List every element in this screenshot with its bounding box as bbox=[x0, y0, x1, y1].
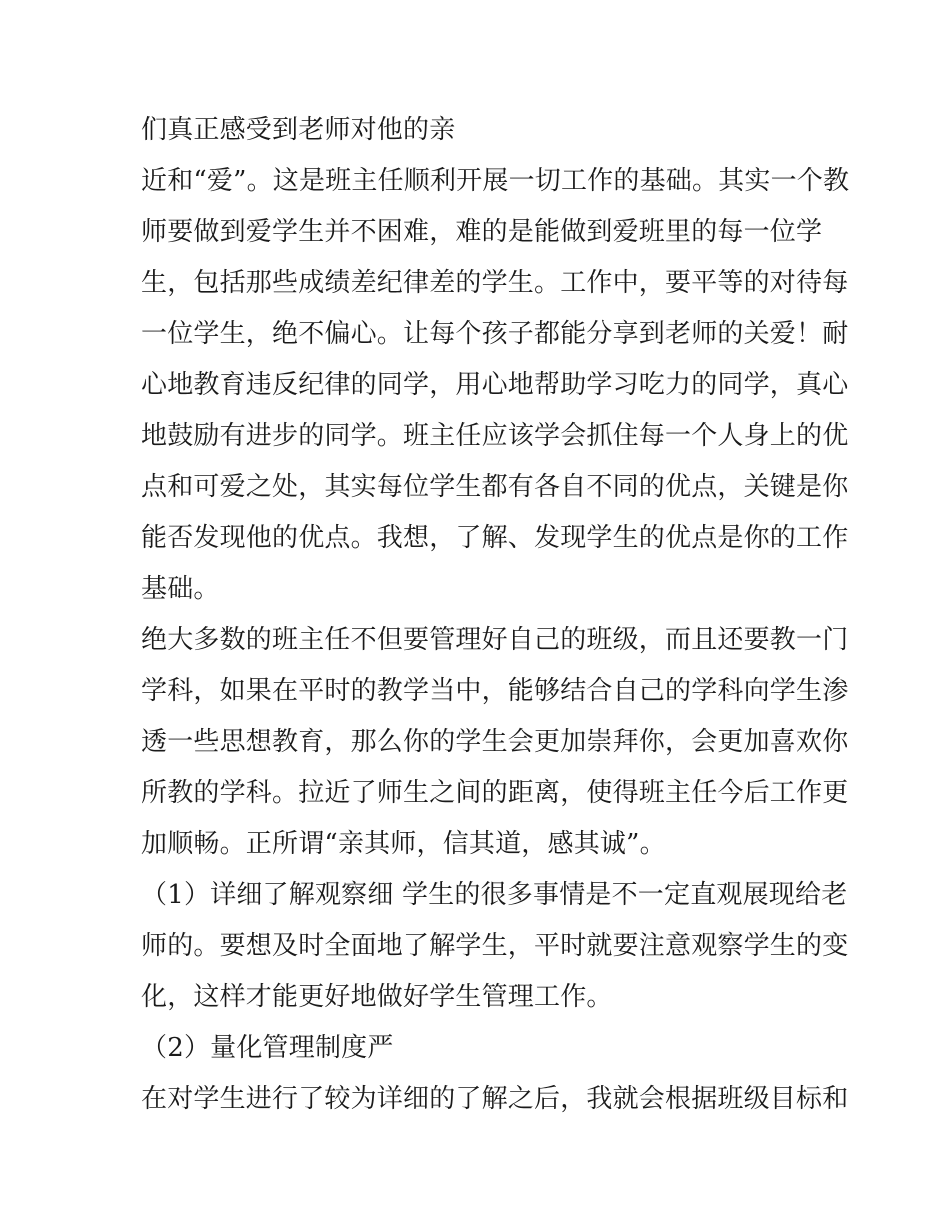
text-line: 生，包括那些成绩差纪律差的学生。工作中，要平等的对待每 bbox=[141, 268, 849, 298]
text-line: 化，这样才能更好地做好学生管理工作。 bbox=[141, 982, 613, 1012]
text-line: 地鼓励有进步的同学。班主任应该学会抓住每一个人身上的优 bbox=[141, 421, 849, 451]
text-line: 师的。要想及时全面地了解学生，平时就要注意观察学生的变 bbox=[141, 931, 849, 961]
text-line: 透一些思想教育，那么你的学生会更加崇拜你，会更加喜欢你 bbox=[141, 727, 849, 757]
text-line: 绝大多数的班主任不但要管理好自己的班级，而且还要教一门 bbox=[141, 625, 849, 655]
text-line: 师要做到爱学生并不困难，难的是能做到爱班里的每一位学 bbox=[141, 217, 823, 247]
text-line: 在对学生进行了较为详细的了解之后，我就会根据班级目标和 bbox=[141, 1084, 849, 1114]
text-line: 学科，如果在平时的教学当中，能够结合自己的学科向学生渗 bbox=[141, 676, 849, 706]
text-line: 近和“爱”。这是班主任顺利开展一切工作的基础。其实一个教 bbox=[141, 166, 850, 196]
text-line: （1）详细了解观察细 学生的很多事情是不一定直观展现给老 bbox=[141, 880, 848, 910]
text-line: 心地教育违反纪律的同学，用心地帮助学习吃力的同学，真心 bbox=[141, 370, 849, 400]
text-line: 一位学生，绝不偏心。让每个孩子都能分享到老师的关爱！耐 bbox=[141, 319, 849, 349]
text-line: 们真正感受到老师对他的亲 bbox=[141, 115, 456, 145]
text-line: （2）量化管理制度严 bbox=[141, 1033, 394, 1063]
text-line: 能否发现他的优点。我想，了解、发现学生的优点是你的工作 bbox=[141, 523, 849, 553]
text-line: 所教的学科。拉近了师生之间的距离，使得班主任今后工作更 bbox=[141, 778, 849, 808]
text-line: 基础。 bbox=[141, 574, 220, 604]
text-line: 加顺畅。正所谓“亲其师，信其道，感其诚”。 bbox=[141, 829, 666, 859]
text-line: 点和可爱之处，其实每位学生都有各自不同的优点，关键是你 bbox=[141, 472, 849, 502]
